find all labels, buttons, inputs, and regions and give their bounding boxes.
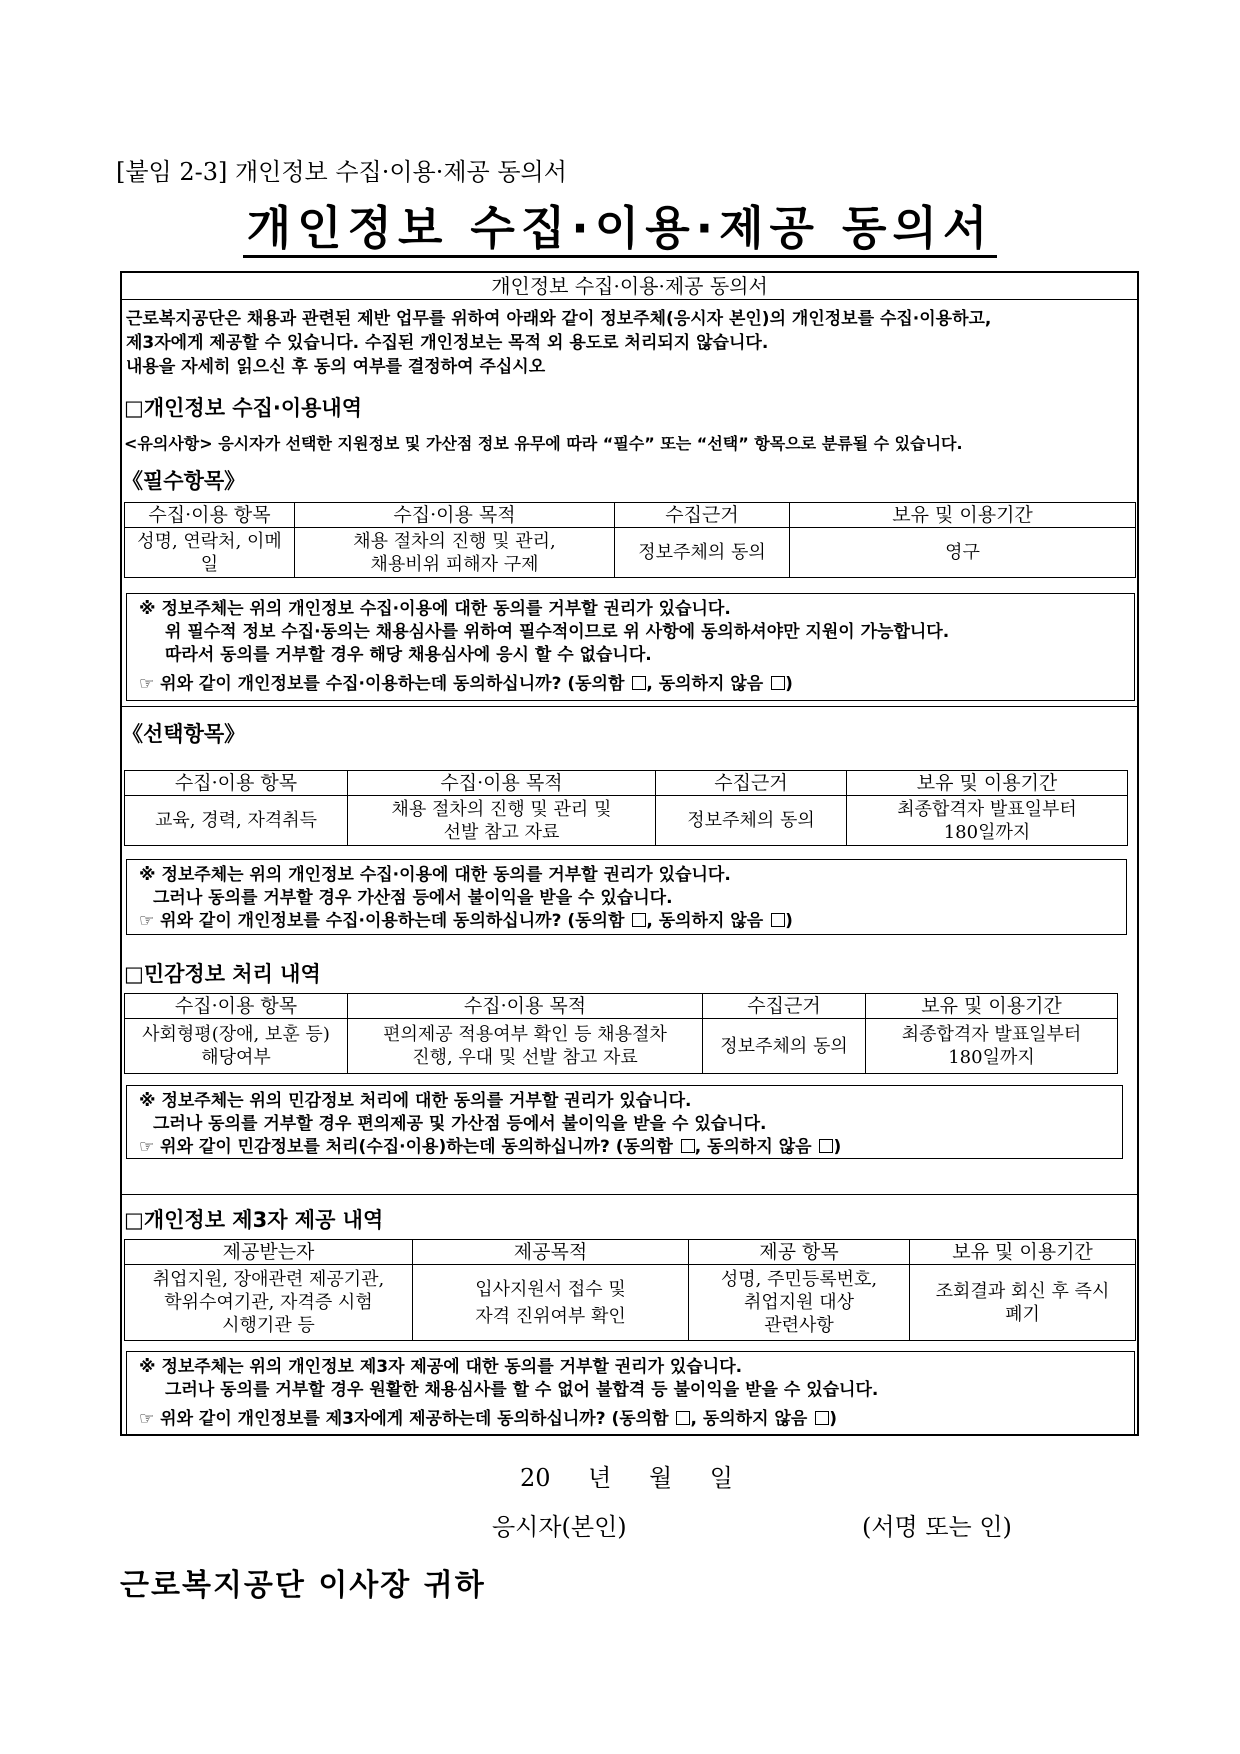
- header-period: 보유 및 이용기간: [866, 994, 1118, 1019]
- required-label: 《필수항목》: [122, 469, 246, 493]
- form-header: 개인정보 수집·이용·제공 동의서: [122, 273, 1137, 300]
- box-line: 그러나 동의를 거부할 경우 편의제공 및 가산점 등에서 불이익을 받을 수 있습니다.: [153, 1114, 767, 1134]
- sensitive-consent-box: [126, 1085, 1123, 1159]
- section-third-party-title: □개인정보 제3자 제공 내역: [124, 1208, 384, 1232]
- header-period: 보유 및 이용기간: [847, 771, 1128, 796]
- sensitive-table: [124, 993, 1118, 1074]
- required-table: [124, 502, 1136, 578]
- header-purpose: 수집·이용 목적: [348, 771, 656, 796]
- optional-label: 《선택항목》: [122, 722, 246, 746]
- header-recipient: 제공받는자: [125, 1240, 413, 1265]
- cell-item: 성명, 연락처, 이메일: [125, 528, 295, 578]
- consent-question: ☞ 위와 같이 개인정보를 수집·이용하는데 동의하십니까? (동의함 , 동의하지 않음 ): [139, 911, 793, 931]
- cell-item: 교육, 경력, 자격취득: [125, 796, 348, 846]
- cell-basis: 정보주체의 동의: [703, 1019, 866, 1074]
- table-row: [125, 528, 1136, 578]
- required-consent-box: [126, 593, 1135, 701]
- table-row: [125, 1019, 1118, 1074]
- table-header-row: [125, 994, 1118, 1019]
- agree-checkbox[interactable]: [632, 913, 646, 927]
- intro-line-1: 근로복지공단은 채용과 관련된 제반 업무를 위하여 아래와 같이 정보주체(응시자 본인)의 개인정보를 수집·이용하고,: [126, 309, 992, 329]
- cell-purpose: 편의제공 적용여부 확인 등 채용절차 진행, 우대 및 선발 참고 자료: [348, 1019, 703, 1074]
- document-title: 개인정보 수집·이용·제공 동의서: [0, 192, 1240, 258]
- header-basis: 수집근거: [656, 771, 847, 796]
- intro-text: [126, 307, 1133, 379]
- third-party-table: [124, 1239, 1136, 1341]
- cell-purpose: 입사지원서 접수 및 자격 진위여부 확인: [413, 1265, 689, 1341]
- consent-question: ☞ 위와 같이 개인정보를 제3자에게 제공하는데 동의하십니까? (동의함 , 동의하지 않음 ): [139, 1409, 837, 1429]
- notice-text: <유의사항> 응시자가 선택한 지원정보 및 가산점 정보 유무에 따라 “필수” 또는 “선택” 항목으로 분류될 수 있습니다.: [124, 434, 963, 453]
- disagree-checkbox[interactable]: [815, 1411, 829, 1425]
- table-header-row: [125, 1240, 1136, 1265]
- intro-line-3: 내용을 자세히 읽으신 후 동의 여부를 결정하여 주십시오: [126, 357, 546, 377]
- header-items: 제공 항목: [689, 1240, 910, 1265]
- header-purpose: 수집·이용 목적: [295, 503, 615, 528]
- box-line: 위 필수적 정보 수집·동의는 채용심사를 위하여 필수적이므로 위 사항에 동의하셔야만 지원이 가능합니다.: [165, 622, 950, 642]
- cell-basis: 정보주체의 동의: [615, 528, 790, 578]
- cell-basis: 정보주체의 동의: [656, 796, 847, 846]
- box-line: 그러나 동의를 거부할 경우 원활한 채용심사를 할 수 없어 불합격 등 불이익을 받을 수 있습니다.: [165, 1380, 879, 1400]
- cell-period: 최종합격자 발표일부터 180일까지: [866, 1019, 1118, 1074]
- cell-purpose: 채용 절차의 진행 및 관리, 채용비위 피해자 구제: [295, 528, 615, 578]
- header-period: 보유 및 이용기간: [910, 1240, 1136, 1265]
- divider: [122, 706, 1137, 707]
- divider: [122, 1194, 1137, 1195]
- table-row: [125, 796, 1128, 846]
- header-period: 보유 및 이용기간: [790, 503, 1136, 528]
- agree-checkbox[interactable]: [681, 1139, 695, 1153]
- applicant-label: 응시자(본인): [492, 1513, 627, 1541]
- table-row: [125, 1265, 1136, 1341]
- third-party-consent-box: [126, 1351, 1135, 1435]
- section-collection-title: □개인정보 수집·이용내역: [124, 396, 362, 420]
- section-sensitive-title: □민감정보 처리 내역: [124, 962, 321, 986]
- consent-form: [120, 271, 1139, 1436]
- header-item: 수집·이용 항목: [125, 994, 348, 1019]
- table-header-row: [125, 503, 1136, 528]
- date-line: 20 년 월 일: [520, 1464, 733, 1492]
- cell-period: 영구: [790, 528, 1136, 578]
- box-line: ※ 정보주체는 위의 개인정보 수집·이용에 대한 동의를 거부할 권리가 있습니다.: [139, 599, 731, 619]
- header-purpose: 수집·이용 목적: [348, 994, 703, 1019]
- disagree-checkbox[interactable]: [819, 1139, 833, 1153]
- addressee: 근로복지공단 이사장 귀하: [120, 1568, 486, 1603]
- cell-period: 조회결과 회신 후 즉시 폐기: [910, 1265, 1136, 1341]
- table-header-row: [125, 771, 1128, 796]
- optional-table: [124, 770, 1128, 846]
- header-item: 수집·이용 항목: [125, 503, 295, 528]
- consent-question: ☞ 위와 같이 민감정보를 처리(수집·이용)하는데 동의하십니까? (동의함 , 동의하지 않음 ): [139, 1137, 842, 1157]
- box-line: ※ 정보주체는 위의 개인정보 제3자 제공에 대한 동의를 거부할 권리가 있습니다.: [139, 1357, 743, 1377]
- optional-consent-box: [126, 859, 1127, 935]
- agree-checkbox[interactable]: [676, 1411, 690, 1425]
- consent-question: ☞ 위와 같이 개인정보를 수집·이용하는데 동의하십니까? (동의함 , 동의하지 않음 ): [139, 674, 793, 694]
- attachment-label: [붙임 2-3] 개인정보 수집·이용·제공 동의서: [116, 158, 567, 186]
- intro-line-2: 제3자에게 제공할 수 있습니다. 수집된 개인정보는 목적 외 용도로 처리되지 않습니다.: [126, 333, 769, 353]
- box-line: 그러나 동의를 거부할 경우 가산점 등에서 불이익을 받을 수 있습니다.: [153, 888, 673, 908]
- box-line: ※ 정보주체는 위의 민감정보 처리에 대한 동의를 거부할 권리가 있습니다.: [139, 1091, 692, 1111]
- disagree-checkbox[interactable]: [771, 913, 785, 927]
- signature-label: (서명 또는 인): [862, 1513, 1012, 1541]
- cell-period: 최종합격자 발표일부터 180일까지: [847, 796, 1128, 846]
- cell-item: 사회형평(장애, 보훈 등) 해당여부: [125, 1019, 348, 1074]
- disagree-checkbox[interactable]: [771, 676, 785, 690]
- cell-items: 성명, 주민등록번호, 취업지원 대상 관련사항: [689, 1265, 910, 1341]
- header-purpose: 제공목적: [413, 1240, 689, 1265]
- header-basis: 수집근거: [703, 994, 866, 1019]
- cell-purpose: 채용 절차의 진행 및 관리 및 선발 참고 자료: [348, 796, 656, 846]
- header-basis: 수집근거: [615, 503, 790, 528]
- header-item: 수집·이용 항목: [125, 771, 348, 796]
- agree-checkbox[interactable]: [632, 676, 646, 690]
- cell-recipient: 취업지원, 장애관련 제공기관, 학위수여기관, 자격증 시험 시행기관 등: [125, 1265, 413, 1341]
- box-line: ※ 정보주체는 위의 개인정보 수집·이용에 대한 동의를 거부할 권리가 있습니다.: [139, 865, 731, 885]
- box-line: 따라서 동의를 거부할 경우 해당 채용심사에 응시 할 수 없습니다.: [165, 645, 652, 665]
